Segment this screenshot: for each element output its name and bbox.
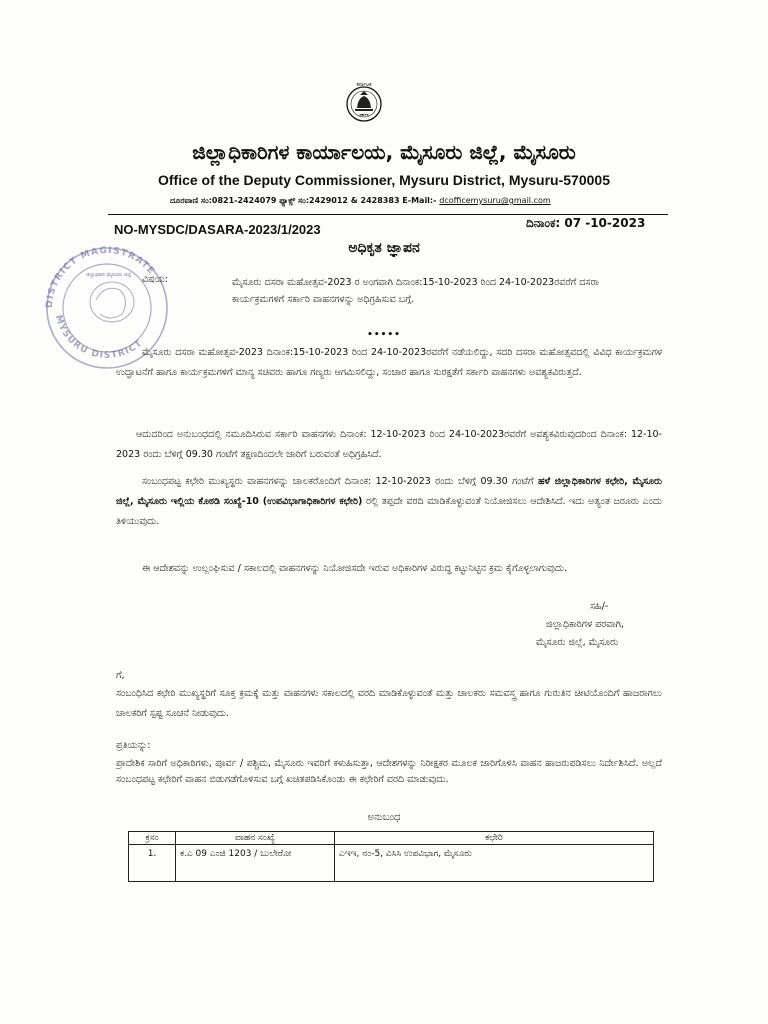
contact-line — [170, 196, 551, 206]
signature-line: ಸಹಿ/- — [590, 601, 609, 612]
body-paragraph-4: ಈ ಆದೇಶವನ್ನು ಉಲ್ಲಂಘಿಸುವ / ಸಕಾಲದಲ್ಲಿ ವಾಹನಗಳನ್ನು ನಿಯೋಜಿಸದೇ ಇರುವ ಅಧಿಕಾರಿಗಳ ವಿರುದ್ಧ ಕಟ್ಟುನಿಟ್ಟಿನ ಕ್ರಮ ಕೈಗೊಳ್ಳಲಾಗುವುದು. — [142, 563, 568, 574]
cell-serial: 1. — [129, 845, 176, 882]
reference-number: NO-MYSDC/DASARA-2023/1/2023 — [114, 222, 321, 237]
office-title-kannada: ಜಿಲ್ಲಾಧಿಕಾರಿಗಳ ಕಾರ್ಯಾಲಯ, ಮೈಸೂರು ಜಿಲ್ಲೆ, ಮೈಸೂರು — [192, 140, 576, 164]
seal-top-text: DISTRICT MAGISTRATE — [44, 245, 157, 309]
header-divider — [108, 214, 668, 215]
emblem-top-text: ಕರ್ನಾಟಕ — [356, 82, 372, 88]
table-header-row — [129, 832, 654, 845]
emblem-bottom-text: ಸರ್ಕಾರ — [359, 112, 369, 117]
header-vehicle: ವಾಹನ ಸಂಖ್ಯೆ — [176, 832, 335, 845]
para3-location: ಹಳೆ ಜಿಲ್ಲಾಧಿಕಾರಿಗಳ ಕಛೇರಿ, ಮೈಸೂರು ಜಿಲ್ಲೆ, ಮೈಸೂರು ಇಲ್ಲಿಯ ಕೊಠಡಿ ಸಂಖ್ಯೆ-10 (ಉಪವಿಭಾಗಾಧಿಕಾರಿಗಳ ಕಛೇರಿ) — [116, 476, 662, 507]
cell-office: ಎಇಇ, ನಂ-5, ವಿಸಿಸಿ ಉಪವಿಭಾಗ, ಮೈಸೂರು — [335, 845, 654, 882]
contact-numbers: ದೂರವಾಣಿ ಸಂ:0821-2424079 ಫ್ಯಾಕ್ಸ್ ಸಂ:2429012 & 2428383 E-Mail:- — [170, 196, 437, 205]
section-divider: ••••• — [367, 330, 401, 340]
to-label: ಗೆ, — [116, 670, 125, 681]
signature-place: ಮೈಸೂರು ಜಿಲ್ಲೆ, ಮೈಸೂರು — [536, 637, 619, 648]
table-row — [129, 845, 654, 882]
annexure-title: ಅನುಬಂಧ — [367, 812, 401, 823]
copy-label: ಪ್ರತಿಯನ್ನು: — [116, 740, 151, 751]
annexure-table — [128, 831, 654, 882]
body-paragraph-1: ಮೈಸೂರು ದಸರಾ ಮಹೋತ್ಸವ-2023 ದಿನಾಂಕ:15-10-2023 ರಿಂದ 24-10-2023ರವರೆಗೆ ನಡೆಯಲಿದ್ದು, ಸದರಿ ದಸರಾ ಮಹೋತ್ಸವದಲ್ಲಿ ವಿವಿಧ ಕಾರ್ಯಕ್ರಮಗಳ ಉದ್ಘಾಟನೆಗೆ ಹಾಗೂ ಕಾರ್ಯಕ್ರಮಗಳಿಗೆ ಮಾನ್ಯ ಸಚಿವರು ಹಾಗೂ ಗಣ್ಯರು ಆಗಮಿಸಲಿದ್ದು, ಸಂಚಾರ ಹಾಗೂ ಸುರಕ್ಷತೆಗೆ ಸರ್ಕಾರಿ ವಾಹನಗಳು ಅವಶ್ಯಕವಿರುತ್ತದೆ. — [116, 347, 662, 378]
para3-part-c: ರಲ್ಲಿ ತಪ್ಪದೇ ವರದಿ ಮಾಡಿಕೊಳ್ಳುವಂತೆ ನಿಯೋಜಿಸಲು ಆದೇಶಿಸಿದೆ. ಇದು ಅತ್ಯಂತ ಜರೂರು ಎಂದು ತಿಳಿಯುವುದು. — [116, 496, 663, 527]
copy-text: ಪ್ರಾದೇಶಿಕ ಸಾರಿಗೆ ಅಧಿಕಾರಿಗಳು, ಪೂರ್ವ / ಪಶ್ಚಿಮ, ಮೈಸೂರು ಇವರಿಗೆ ಕಳುಹಿಸುತ್ತಾ, ಆದೇಶಗಳನ್ನು ನಿರೀಕ್ಷಕರ ಮೂಲಕ ಜಾರಿಗೊಳಿಸಿ ವಾಹನ ಹಾಜರುಪಡಿಸಲು ನಿರ್ದೇಶಿಸಿದೆ. ಅಲ್ಲದೆ ಸಂಬಂಧಪಟ್ಟ ಕಛೇರಿಗೆ ವಾಹನ ಬಿಡುಗಡೆಗೊಳಿಸುವ ಬಗ್ಗೆ ಖಚಿತಪಡಿಸಿಕೊಂಡು ಈ ಕಛೇರಿಗೆ ವರದಿ ಮಾಡುವುದು. — [116, 758, 662, 785]
body-paragraph-2: ಆದುದರಿಂದ ಅನುಬಂಧದಲ್ಲಿ ನಮೂದಿಸಿರುವ ಸರ್ಕಾರಿ ವಾಹನಗಳು ದಿನಾಂಕ: 12-10-2023 ರಿಂದ 24-10-2023ರವರೆಗೆ ಅವಶ್ಯಕವಿರುವುದರಿಂದ ದಿನಾಂಕ: 12-10-2023 ರಂದು ಬೆಳಿಗ್ಗೆ 09.30 ಗಂಟೆಗೆ ತಕ್ಷಣದಿಂದಲೇ ಜಾರಿಗೆ ಬರುವಂತೆ ಅಧಿಗ್ರಹಿಸಿದೆ. — [116, 429, 662, 460]
seal-inner-text: ಜಿಲ್ಲಾಧಿಕಾರಿ ಮೈಸೂರು ಜಿಲ್ಲೆ — [86, 272, 132, 278]
office-title-english: Office of the Deputy Commissioner, Mysuru District, Mysuru-570005 — [157, 172, 610, 188]
to-text: ಸಂಬಂಧಿಸಿದ ಕಛೇರಿ ಮುಖ್ಯಸ್ಥರಿಗೆ ಸೂಕ್ತ ಕ್ರಮಕ್ಕೆ ಮತ್ತು ವಾಹನಗಳು ಸಕಾಲದಲ್ಲಿ ವರದಿ ಮಾಡಿಕೊಳ್ಳುವಂತೆ ಮತ್ತು ಚಾಲಕರು ಸಮವಸ್ತ್ರ ಹಾಗೂ ಗುರುತಿನ ಚೀಟಿಯೊಂದಿಗೆ ಹಾಜರಾಗಲು ಚಾಲಕರಿಗೆ ಸ್ಪಷ್ಟ ಸೂಚನೆ ನೀಡುವುದು. — [116, 688, 662, 719]
header-office: ಕಛೇರಿ — [335, 832, 654, 845]
para3-part-a: ಸಂಬಂಧಪಟ್ಟ ಕಛೇರಿ ಮುಖ್ಯಸ್ಥರು ವಾಹನಗಳನ್ನು ಚಾಲಕರೊಂದಿಗೆ ದಿನಾಂಕ: 12-10-2023 ರಂದು ಬೆಳಿಗ್ಗೆ 09.30 ಗಂಟೆಗೆ — [142, 476, 534, 487]
seal-bottom-text: MYSURU DISTRICT — [52, 313, 146, 361]
cell-vehicle: ಕ.ಎ 09 ಎಂಜಿ 1203 / ಬುಲೇರೋ — [176, 845, 335, 882]
subject-label: ವಿಷಯ: — [142, 274, 168, 285]
document-date: ದಿನಾಂಕ: 07 -10-2023 — [526, 216, 646, 230]
header-serial: ಕ್ರಸಂ — [129, 832, 176, 845]
body-paragraph-3 — [116, 472, 662, 532]
document-heading: ಅಧಿಕೃತ ಜ್ಞಾಪನ — [348, 240, 420, 256]
subject-text: ಮೈಸೂರು ದಸರಾ ಮಹೋತ್ಸವ-2023 ರ ಅಂಗವಾಗಿ ದಿನಾಂಕ:15-10-2023 ರಿಂದ 24-10-2023ರವರೆಗೆ ದಸರಾ ಕಾರ್ಯಕ್ರಮಗಳಿಗೆ ಸರ್ಕಾರಿ ವಾಹನಗಳನ್ನು ಅಧಿಗ್ರಹಿಸುವ ಬಗ್ಗೆ. — [232, 277, 599, 305]
signature-designation: ಜಿಲ್ಲಾಧಿಕಾರಿಗಳ ಪರವಾಗಿ, — [546, 619, 624, 630]
signature-block — [536, 598, 686, 652]
karnataka-emblem-icon — [344, 78, 384, 134]
email-address: dcofficemysuru@gmail.com — [439, 196, 551, 205]
